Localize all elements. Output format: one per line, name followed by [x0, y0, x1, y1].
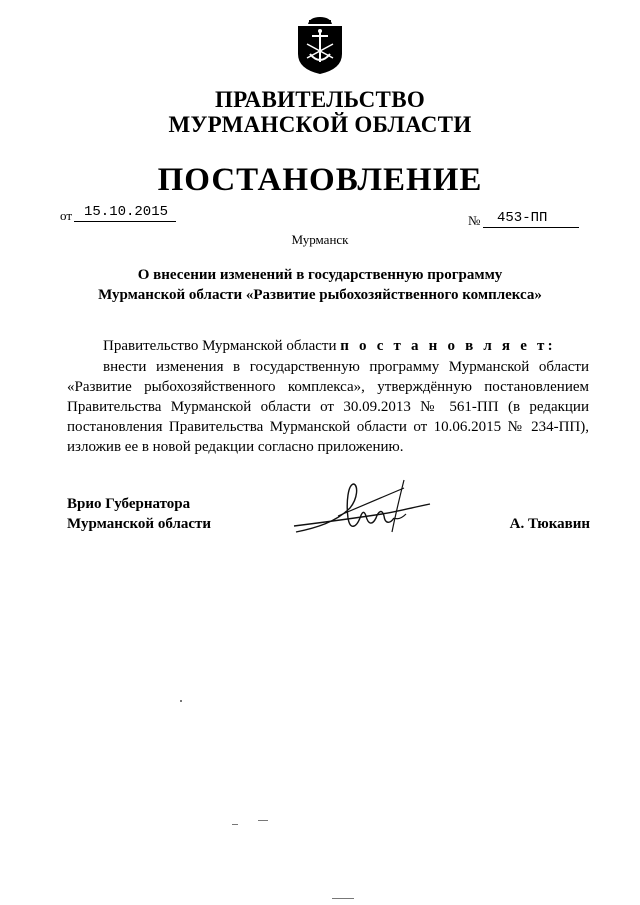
signer-position-line-1: Врио Губернатора [67, 496, 191, 512]
signer-position [67, 494, 211, 534]
signer-position-line-2: Мурманской области [67, 516, 212, 532]
document-date: 15.10.2015 [84, 204, 169, 220]
scan-speck [332, 898, 354, 899]
document-number: 453-ПП [497, 210, 548, 226]
signer-name: А. Тюкавин [509, 516, 590, 532]
subject-line-1: О внесении изменений в государственную программу [137, 267, 503, 283]
intro-text: Правительство Мурманской области [103, 338, 341, 354]
decree-paragraph: внести изменения в государственную программу Мурманской области «Развитие рыбохозяйственного комплекса», утверждённую постановлением Правительства Мурманской области от 30.09.2013 № 561-ПП (в редакции постановления Правительства Мурманской области от 10.06.2015 № 234-ПП), изложив ее в новой редакции согласно приложению. [67, 359, 589, 455]
scan-speck [232, 824, 238, 825]
date-prefix: от [60, 208, 73, 223]
number-prefix: № [468, 213, 481, 228]
scan-speck [258, 820, 268, 821]
decree-intro [103, 336, 556, 356]
number-underline [483, 227, 579, 228]
date-underline [74, 221, 176, 222]
handwritten-signature-icon [286, 478, 436, 542]
city-label: Мурманск [291, 232, 349, 247]
issuer-line-1: ПРАВИТЕЛЬСТВО [214, 87, 426, 112]
decree-word: п о с т а н о в л я е т: [340, 338, 556, 354]
coat-of-arms-icon [292, 14, 348, 76]
issuer-line-2: МУРМАНСКОЙ ОБЛАСТИ [168, 112, 472, 137]
document-type-title: ПОСТАНОВЛЕНИЕ [157, 162, 483, 198]
document-subject [60, 265, 580, 305]
scan-speck [180, 700, 182, 702]
subject-line-2: Мурманской области «Развитие рыбохозяйственного комплекса» [98, 287, 542, 303]
